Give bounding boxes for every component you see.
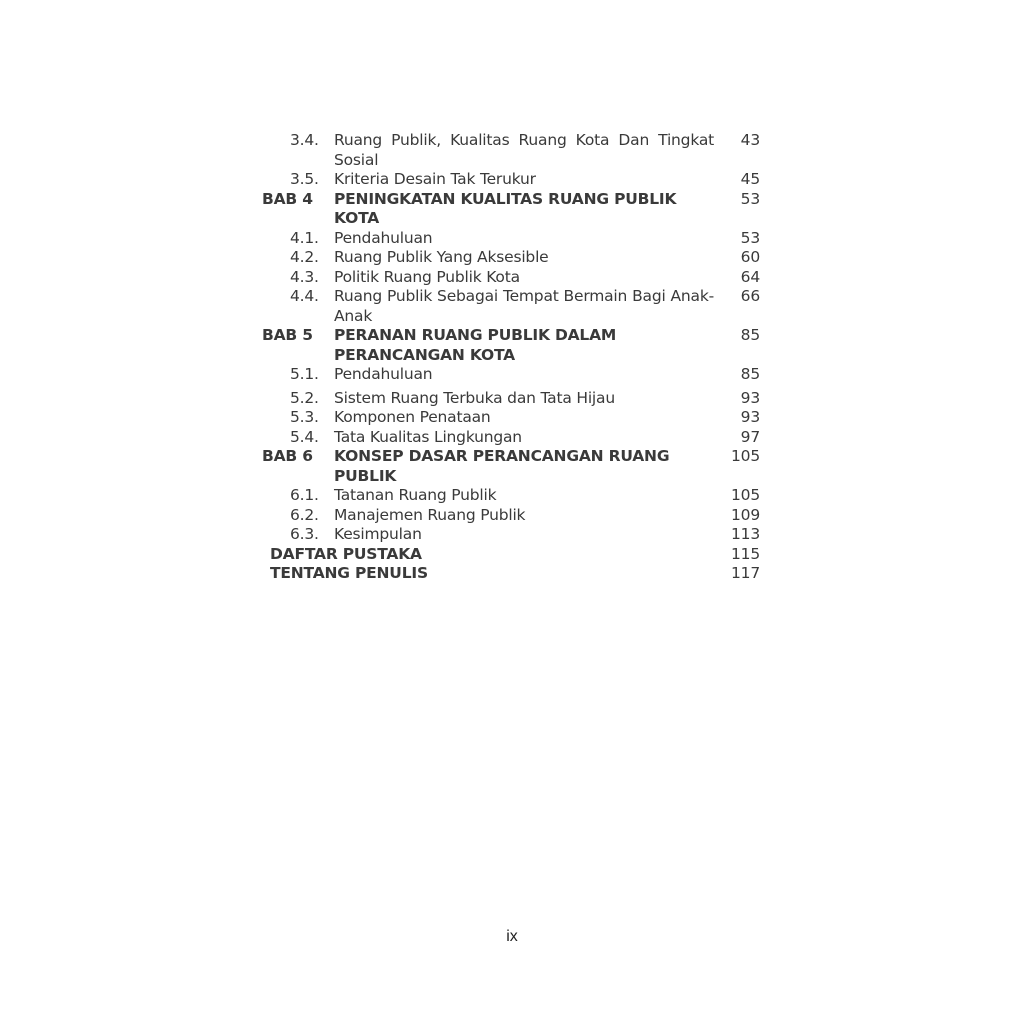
toc-entry-3-4[interactable] [260, 131, 760, 170]
toc-entry-page: 113 [731, 525, 760, 543]
toc-entry-page: 109 [731, 505, 760, 524]
toc-chapter-bab-6[interactable] [260, 447, 760, 486]
toc-entry-title: Kesimpulan [334, 525, 422, 543]
toc-entry-title: Komponen Penataan [334, 408, 491, 426]
toc-entry-page: 53 [740, 228, 760, 247]
toc-entry-number: 4.1. [290, 228, 319, 247]
toc-entry-tentang-penulis[interactable] [260, 564, 760, 584]
toc-chapter-number: BAB 4 [262, 189, 313, 208]
toc-entry-title: TENTANG PENULIS [270, 564, 428, 582]
toc-chapter-bab-4[interactable] [260, 190, 760, 229]
toc-entry-4-2[interactable] [260, 248, 760, 268]
toc-entry-number: 4.2. [290, 248, 319, 266]
toc-entry-number: 5.2. [290, 388, 319, 407]
toc-entry-page: 43 [740, 131, 760, 149]
toc-chapter-title: PERANAN RUANG PUBLIK DALAM PERANCANGAN KOTA [334, 326, 617, 364]
toc-chapter-number: BAB 6 [262, 447, 313, 465]
toc-entry-5-3[interactable] [260, 408, 760, 428]
toc-entry-title: Sistem Ruang Terbuka dan Tata Hijau [334, 388, 615, 407]
toc-entry-page: 97 [740, 427, 760, 446]
toc-entry-5-1[interactable] [260, 365, 760, 385]
toc-entry-title: Manajemen Ruang Publik [334, 505, 526, 524]
toc-chapter-number: BAB 5 [262, 326, 313, 344]
toc-entry-number: 3.5. [290, 170, 319, 188]
toc-entry-page: 93 [740, 388, 760, 407]
toc-entry-page: 117 [731, 564, 760, 582]
toc-entry-4-1[interactable] [260, 229, 760, 249]
toc-entry-page: 66 [740, 287, 760, 305]
toc-entry-title: Ruang Publik Yang Aksesible [334, 248, 549, 266]
toc-entry-number: 6.2. [290, 505, 319, 524]
toc-entry-daftar-pustaka[interactable] [260, 545, 760, 565]
toc-entry-number: 4.3. [290, 267, 319, 286]
toc-entry-4-3[interactable] [260, 268, 760, 288]
toc-entry-page: 45 [740, 170, 760, 188]
toc-chapter-title: KONSEP DASAR PERANCANGAN RUANG PUBLIK [334, 447, 670, 485]
toc-entry-title: Ruang Publik, Kualitas Ruang Kota Dan Tingkat Sosial [334, 131, 714, 169]
toc-entry-number: 5.4. [290, 427, 319, 446]
toc-chapter-bab-5[interactable] [260, 326, 760, 365]
toc-entry-number: 4.4. [290, 287, 319, 305]
toc-entry-page: 93 [740, 408, 760, 426]
toc-entry-title: Pendahuluan [334, 228, 433, 247]
toc-entry-number: 5.3. [290, 408, 319, 426]
toc-entry-6-3[interactable] [260, 525, 760, 545]
toc-entry-5-2[interactable] [260, 389, 760, 409]
toc-entry-number: 5.1. [290, 365, 319, 383]
toc-entry-6-2[interactable] [260, 506, 760, 526]
toc-entry-page: 105 [731, 486, 760, 504]
page-number: ix [506, 928, 518, 945]
toc-entry-title: Tata Kualitas Lingkungan [334, 427, 522, 446]
toc-entry-page: 60 [740, 248, 760, 266]
toc-chapter-title: PENINGKATAN KUALITAS RUANG PUBLIK KOTA [334, 189, 677, 227]
toc-entry-page: 105 [731, 447, 760, 465]
toc-entry-page: 53 [740, 189, 760, 208]
toc-entry-page: 64 [740, 267, 760, 286]
toc-entry-6-1[interactable] [260, 486, 760, 506]
toc-entry-number: 3.4. [290, 131, 319, 149]
toc-entry-number: 6.1. [290, 486, 319, 504]
toc-entry-title: Tatanan Ruang Publik [334, 486, 497, 504]
toc-entry-title: Politik Ruang Publik Kota [334, 267, 520, 286]
toc-entry-title: DAFTAR PUSTAKA [270, 544, 422, 563]
toc-entry-page: 115 [731, 544, 760, 563]
toc-entry-5-4[interactable] [260, 428, 760, 448]
table-of-contents [260, 131, 760, 584]
toc-entry-number: 6.3. [290, 525, 319, 543]
toc-entry-3-5[interactable] [260, 170, 760, 190]
toc-entry-page: 85 [740, 326, 760, 344]
toc-entry-title: Pendahuluan [334, 365, 433, 383]
toc-entry-4-4[interactable] [260, 287, 760, 326]
toc-entry-page: 85 [740, 365, 760, 383]
toc-entry-title: Ruang Publik Sebagai Tempat Bermain Bagi Anak-Anak [334, 287, 714, 325]
toc-entry-title: Kriteria Desain Tak Terukur [334, 170, 536, 188]
